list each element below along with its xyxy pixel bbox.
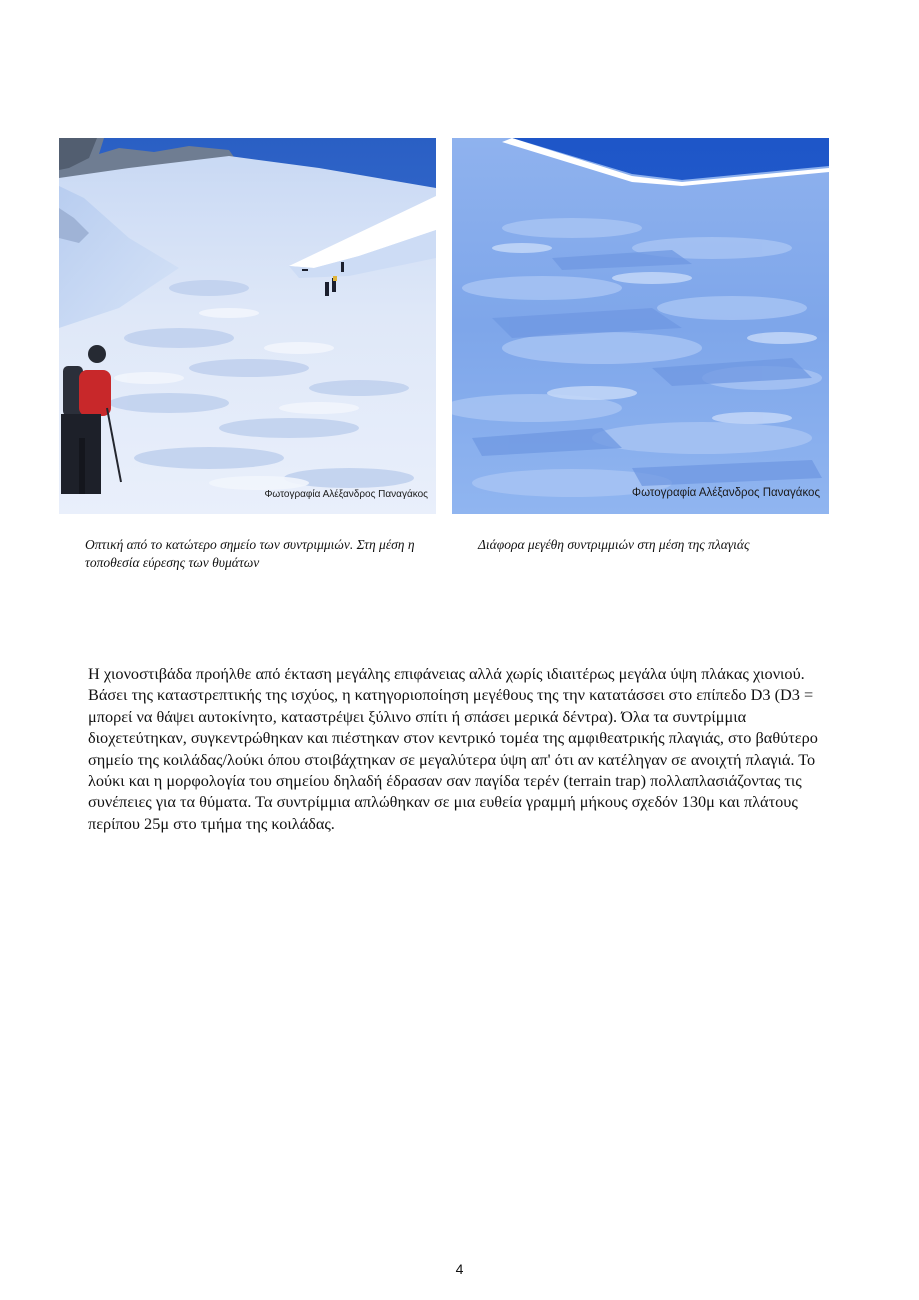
page-number: 4 <box>455 1261 464 1277</box>
figure-caption-left: Οπτική από το κατώτερο σημείο των συντριμμιών. Στη μέση η τοποθεσία εύρεσης των θυμάτων <box>85 537 415 570</box>
snow-debris-illustration <box>452 138 829 514</box>
body-paragraph: Η χιονοστιβάδα προήλθε από έκταση μεγάλης επιφάνειας αλλά χωρίς ιδιαιτέρως μεγάλα ύψη πλάκας χιονιού. Βάσει της καταστρεπτικής της ισχύος, η κατηγοριοποίηση μεγέθους της την κατατάσσει στο επίπεδο D3 (D3 = μπορεί να θάψει αυτοκίνητο, καταστρέψει ξύλινο σπίτι ή σπάσει μερικά δέντρα). Όλα τα συντρίμμια διοχετεύτηκαν, συγκεντρώθηκαν και πιέστηκαν στον κεντρικό τομέα της αμφιθεατρικής πλαγιάς, στο βαθύτερο σημείο της κοιλάδας/λούκι όπου στοιβάχτηκαν σε μεγαλύτερα ύψη απ' ότι αν κατέληγαν σε ανοιχτή πλαγιά. Το λούκι και η μορφολογία του σημείου δηλαδή έδρασαν σαν παγίδα τερέν (terrain trap) πολλαπλασιάζοντας τις συνέπειες για τα θύματα. Τα συντρίμμια απλώθηκαν σε μια ευθεία γραμμή μήκους σχεδόν 130μ και πλάτους περίπου 25μ στο τμήμα της κοιλάδας. <box>88 664 818 833</box>
photo-credit: Φωτογραφία Αλέξανδρος Παναγάκος <box>264 489 428 500</box>
figure-caption-right: Διάφορα μεγέθη συντριμμιών στη μέση της πλαγιάς <box>478 537 750 552</box>
avalanche-debris-photo-middle <box>452 138 829 514</box>
snow-valley-illustration <box>59 138 436 514</box>
photo-credit: Φωτογραφία Αλέξανδρος Παναγάκος <box>631 487 820 499</box>
avalanche-debris-photo-lower <box>59 138 436 514</box>
